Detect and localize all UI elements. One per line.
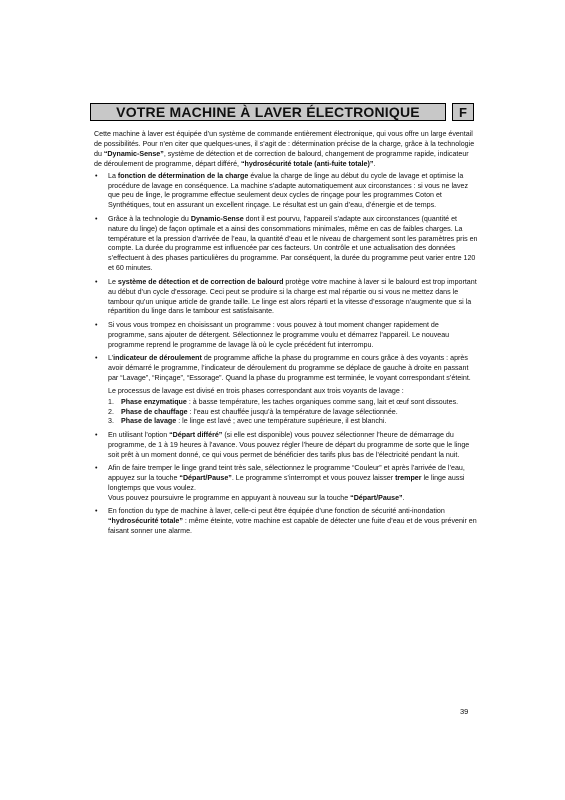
bullet-icon: •: [95, 354, 98, 363]
bullet-icon: •: [95, 214, 98, 223]
item-bold: fonction de détermination de la charge: [117, 171, 249, 180]
phase-item: [108, 417, 478, 427]
phase-text: : l’eau est chauffée jusqu’à la température de lavage sélectionnée.: [187, 407, 398, 416]
phase-number: 2.: [108, 407, 114, 416]
bullet-icon: •: [95, 277, 98, 286]
item-text: Grâce à la technologie du: [108, 214, 191, 223]
intro-paragraph: [94, 130, 478, 170]
item-text: . Le programme s’interrompt et vous pouvez laisser: [231, 474, 396, 482]
feature-item-hydrosecurite: [94, 507, 478, 537]
phase-number: 3.: [108, 417, 114, 426]
intro-dynamic-sense: “Dynamic-Sense”: [103, 149, 164, 158]
item-text: évalue la charge de linge au début du cycle de lavage et optimise la procédure de lavage en conséquence. La machine s’adapte automatiquement aux circonstances : si vous ne lavez que peu de linge, le programme effectue seulement deux cycles de rinçage pour les programmes Coton et Synthétiques, tout en assurant un excellent rinçage. Le résultat est un gain d’eau, d’énergie et de temps.: [108, 171, 469, 210]
item-text: protège votre machine à laver si le balourd est trop important au début d’un cycle d’essorage. Ceci peut se produire si la charge est mal répartie ou si vous ne mettez dans le tambour qu’un unique article de grande taille. Le linge est alors réparti et la vitesse d’essorage n’augmente que si la répartition du linge dans le tambour est satisfaisante.: [108, 277, 477, 316]
intro-text: , système de détection et de correction de balourd, changement de programme rapide, indicateur de déroulement de programme, départ différé,: [94, 149, 469, 168]
bullet-icon: •: [95, 464, 98, 473]
item-text: La: [108, 171, 118, 180]
item-text: : même éteinte, votre machine est capable de détecter une fuite d’eau et de vous prévenir en faisant sonner une alarme.: [108, 517, 477, 536]
item-bold: “hydrosécurité totale”: [108, 517, 183, 526]
page-title: VOTRE MACHINE À LAVER ÉLECTRONIQUE: [90, 103, 446, 121]
item-bold: indicateur de déroulement: [113, 354, 202, 363]
feature-item-dynamic-sense: [94, 215, 478, 274]
feature-list: [94, 172, 478, 537]
phase-item: [108, 408, 478, 418]
bullet-icon: •: [95, 320, 98, 329]
intro-hydrosecurite: “hydrosécurité totale (anti-fuite totale)”: [240, 159, 374, 168]
item-text: L’: [108, 354, 114, 363]
phases-intro: Le processus de lavage est divisé en trois phases correspondant aux trois voyants de lavage :: [108, 386, 404, 395]
phase-item: [108, 398, 478, 408]
feature-item-balourd: [94, 278, 478, 318]
bullet-icon: •: [95, 171, 98, 180]
feature-item-changement-programme: [94, 321, 478, 351]
feature-item-charge: [94, 172, 478, 212]
item-text: En utilisant l’option: [108, 430, 170, 439]
item-text: .: [402, 493, 405, 502]
item-text: dont il est pourvu, l’appareil s’adapte aux circonstances (quantité et nature du linge) de façon optimale et a ainsi des consommations minimales, même en cas de faibles charges. La température et la pression d’arrivée de l’eau, la quantité d’eau et le niveau de chargement sont les paramètres pris en compte. La durée du programme est influencée par ces facteurs. Un contrôle et une actualisation des données s’effectuent à des phases particulières du programme. Par conséquent, la durée du programme peut varier entre 120 et 60 minutes.: [108, 214, 478, 273]
item-bold: “Départ/Pause”: [179, 474, 232, 482]
intro-text: Cette machine à laver est équipée d’un système de commande entièrement électronique, qui vous offre un large éventail de possibilités. Pour n’en citer que quelques-unes, il s’agit de : détermination précise de la charge, grâce à la technologie du: [94, 130, 475, 158]
intro-text: .: [373, 159, 376, 168]
bullet-icon: •: [95, 430, 98, 439]
bullet-icon: •: [95, 507, 98, 516]
feature-item-trempage: [94, 464, 478, 504]
item-bold: “Départ différé”: [169, 430, 223, 439]
item-text: de programme affiche la phase du programme en cours grâce à des voyants : après avoir démarré le programme, l’indicateur de déroulement du programme se déplace de gauche à droite en passant par “Lavage”, “Rinçage”, “Essorage”. Quand la phase du programme est terminée, le voyant correspondant s’éteint.: [108, 354, 471, 382]
item-text: En fonction du type de machine à laver, celle-ci peut être équipée d’une fonction de sécurité anti-inondation: [108, 507, 445, 516]
phase-number: 1.: [108, 397, 114, 406]
item-bold: tremper: [395, 474, 422, 482]
phase-name: Phase de chauffage: [121, 407, 188, 416]
item-text: Afin de faire tremper le linge grand teint très sale, sélectionnez le programme “Couleur” et après l’arrivée de l’eau, appuyez sur la touche: [108, 464, 465, 482]
phases-list: [108, 398, 478, 428]
page-number: 39: [460, 707, 469, 716]
phase-name: Phase enzymatique: [121, 397, 187, 406]
item-bold: Dynamic-Sense: [190, 214, 244, 223]
item-bold: système de détection et de correction de balourd: [117, 277, 284, 286]
phase-name: Phase de lavage: [121, 417, 177, 426]
item-text: Le: [108, 277, 118, 286]
page-header: [90, 103, 474, 123]
item-text: Vous pouvez poursuivre le programme en appuyant à nouveau sur la touche: [108, 493, 351, 502]
item-text: Si vous vous trompez en choisissant un programme : vous pouvez à tout moment changer rapidement de programme, sans ajouter de détergent. Sélectionnez le programme voulu et démarrez l’appareil. Le nouveau programme reprend le programme de lavage là où le cycle précédent fut interrompu.: [108, 320, 450, 349]
item-text: (si elle est disponible) vous pouvez sélectionner l’heure de démarrage du programme, de 1 à 19 heures à l’avance. Vous pouvez régler l’heure de départ du programme de sorte que le linge soit prêt à un moment donné, ce qui vous permet de bénéficier des tarifs plus bas de l’électricité pendant la nuit.: [108, 430, 470, 459]
phase-text: : le linge est lavé ; avec une température supérieure, il est blanchi.: [176, 417, 387, 426]
item-bold: “Départ/Pause”: [350, 493, 403, 502]
item-text: le linge aussi longtemps que vous voulez.: [108, 474, 465, 492]
feature-item-depart-differe: [94, 431, 478, 461]
language-badge: F: [452, 103, 474, 121]
document-body: [94, 130, 478, 540]
feature-item-indicateur: [94, 354, 478, 427]
phase-text: : à basse température, les taches organiques comme sang, lait et œuf sont dissoutes.: [186, 397, 459, 406]
